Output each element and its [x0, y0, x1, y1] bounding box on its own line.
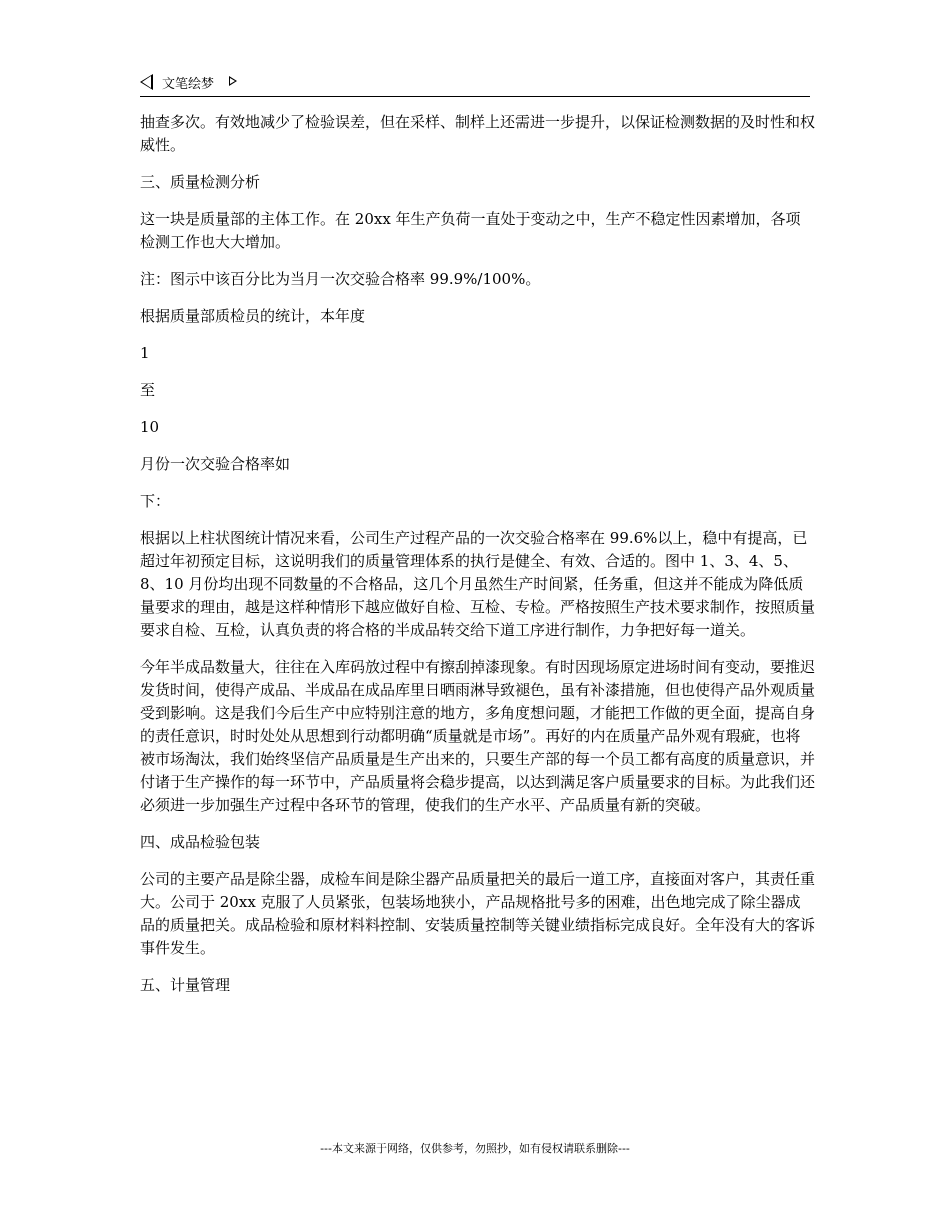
paragraph: 这一块是质量部的主体工作。在 20xx 年生产负荷一直处于变动之中，生产不稳定性因素增加，各项检测工作也大大增加。	[140, 210, 801, 251]
section-heading: 四、成品检验包装	[140, 833, 261, 851]
paragraph: 1	[140, 344, 150, 362]
document-body	[140, 111, 815, 1011]
paragraph: 根据以上柱状图统计情况来看，公司生产过程产品的一次交验合格率在 99.6%以上，稳中有提高，已超过年初预定目标，这说明我们的质量管理体系的执行是健全、有效、合适的。图中 1、3、4、5、8、10 月份均出现不同数量的不合格品，这几个月虽然生产时间紧，任务重，但这并不能成为降低质量要求的理由，越是这样种情形下越应做好自检、互检、专检。严格按照生产技术要求制作，按照质量要求自检、互检，认真负责的将合格的半成品转交给下道工序进行制作，力争把好每一道关。	[140, 529, 816, 639]
page-header	[140, 72, 810, 97]
section-heading: 三、质量检测分析	[140, 173, 261, 191]
header-brand: 文笔绘梦	[162, 77, 215, 92]
triangle-left-icon	[140, 74, 153, 90]
paragraph: 月份一次交验合格率如	[140, 455, 291, 473]
triangle-right-icon	[229, 76, 237, 86]
paragraph: 公司的主要产品是除尘器，成检车间是除尘器产品质量把关的最后一道工序，直接面对客户，其责任重大。公司于 20xx 克服了人员紧张，包装场地狭小，产品规格批号多的困难，出色地完成了除尘器成品的质量把关。成品检验和原材料料控制、安装质量控制等关键业绩指标完成良好。全年没有大的客诉事件发生。	[140, 870, 816, 957]
page-footer: ---本文来源于网络，仅供参考，勿照抄，如有侵权请联系删除---	[320, 1142, 630, 1155]
note: 注：图示中该百分比为当月一次交验合格率 99.9%/100%。	[140, 270, 541, 288]
paragraph: 10	[140, 418, 160, 436]
paragraph: 至	[140, 381, 156, 399]
paragraph: 根据质量部质检员的统计，本年度	[140, 307, 366, 325]
paragraph: 今年半成品数量大，往往在入库码放过程中有擦刮掉漆现象。有时因现场原定进场时间有变动，要推迟发货时间，使得产成品、半成品在成品库里日晒雨淋导致褪色，虽有补漆措施，但也使得产品外观质量受到影响。这是我们今后生产中应特别注意的地方，多角度想问题，才能把工作做的更全面，提高自身的责任意识，时时处处从思想到行动都明确“质量就是市场”。再好的内在质量产品外观有瑕疵，也将被市场淘汰，我们始终坚信产品质量是生产出来的，只要生产部的每一个员工都有高度的质量意识，并付诸于生产操作的每一环节中，产品质量将会稳步提高，以达到满足客户质量要求的目标。为此我们还必须进一步加强生产过程中各环节的管理，使我们的生产水平、产品质量有新的突破。	[140, 658, 816, 814]
paragraph: 抽查多次。有效地减少了检验误差，但在采样、制样上还需进一步提升，以保证检测数据的及时性和权威性。	[140, 113, 816, 154]
section-heading: 五、计量管理	[140, 976, 231, 994]
paragraph: 下：	[140, 492, 171, 510]
